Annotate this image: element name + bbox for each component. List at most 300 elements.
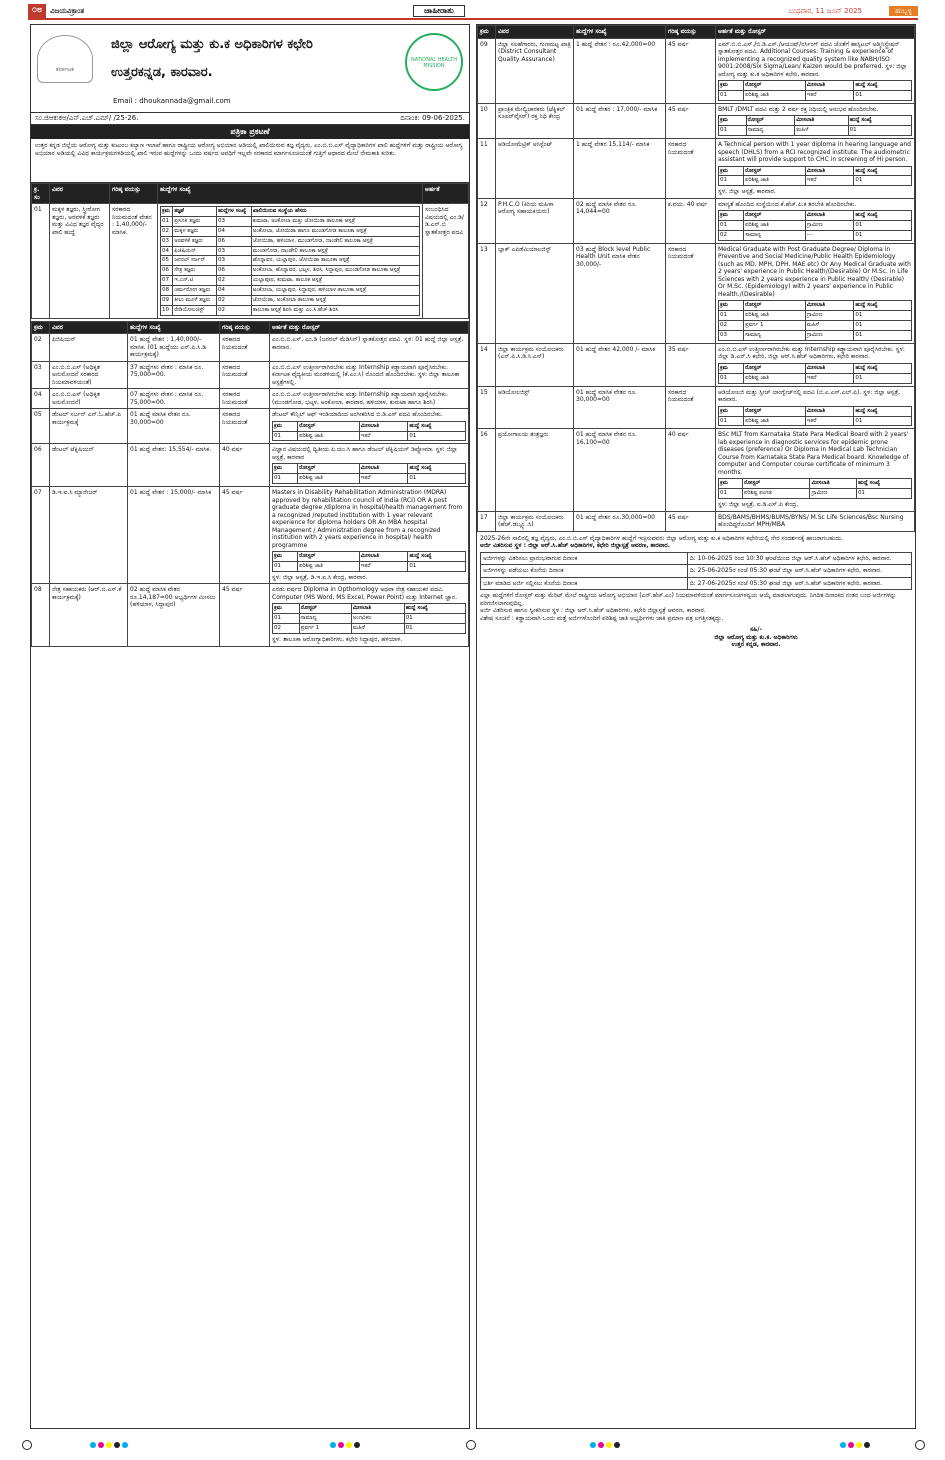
roster-header-row — [719, 116, 912, 126]
row-qualification — [270, 334, 469, 362]
notes-para-3: ಅರ್ಜಿ ವಿತರಿಸುವ ಹಾಗೂ ಸ್ವೀಕರಿಸುವ ಸ್ಥಳ : ಜಿಲ್ಲಾ ಆರ್.ಸಿ.ಹೆಚ್ ಅಧಿಕಾರಿಗಳು, ಕಛೇರಿ ಜಿಲ್ಲಾಸ್ಪತ್ರೆ ಆವರಣ, ಕಾರವಾರ. — [480, 607, 706, 615]
qualification-text: ಎಂ.ಬಿ.ಬಿ.ಎಸ್ ಉತ್ತೀರ್ಣರಾಗಿರಬೇಕು ಮತ್ತು Internship ಕಡ್ಡಾಯವಾಗಿ ಪೂರೈಸಿರಬೇಕು. ಸ್ಥಳ: ಜಿಲ್ಲಾ ಡಿ.ಎನ್.ಸಿ ಕಛೇರಿ, ಜಿಲ್ಲಾ ಆರ್.ಸಿ.ಹೆಚ್ ಅಧಿಕಾರಿಗಳು, ಕಛೇರಿ ಕಾರವಾರ. — [718, 345, 905, 361]
registration-mark-icon — [915, 1440, 925, 1450]
roster-header: ಮೀಸಲಾತಿ — [359, 421, 408, 431]
table-row — [161, 276, 420, 286]
table-row — [478, 103, 915, 138]
table-cell: 04 — [217, 286, 252, 296]
row-number: 10 — [478, 103, 496, 138]
posting-place: ಸ್ಥಳ: ತಾಲೂಕಾ ಆರೋಗ್ಯಾಧಿಕಾರಿಗಳು, ಕಛೇರಿ ಸಿದ್ದಾಪುರ, ಹಳಿಯಾಳ. — [272, 636, 403, 643]
roster-cell: 01 — [273, 474, 298, 484]
row-number: 06 — [32, 444, 50, 487]
roster-cell: 01 — [404, 624, 465, 634]
roster-header: ರೋಸ್ಟರ್ — [744, 363, 806, 373]
table-cell: 04 — [161, 246, 173, 256]
row-qualification — [716, 103, 915, 138]
roster-header: ರೋಸ್ಟರ್ — [746, 116, 795, 126]
qualification-text: ಎರಡು ವರ್ಷದ Diploma in Opthomology ಅಥವಾ ನೇತ್ರ ಸಹಾಯಕರ ಪದವಿ. Computer (MS Word, MS Excel, Power Point) ಮತ್ತು Internet ಜ್ಞಾನ. — [272, 586, 458, 601]
row-posts: 01 ಹುದ್ದೆ ಮಾಸಿಕ ವೇತನ ರೂ. 30,000=00 — [574, 386, 666, 429]
roster-cell: ಇತರೆ — [359, 562, 408, 572]
posting-place: ಸ್ಥಳ: ಜಿಲ್ಲಾ ಆಸ್ಪತ್ರೆ, ಡಿ.ಇ.ಐ.ಸಿ ಕೇಂದ್ರ, ಕಾರವಾರ. — [272, 573, 368, 581]
table-cell: ಜೋಯಿಡಾ, ಅಂಕೋಲಾ ತಾಲೂಕಾ ಆಸ್ಪತ್ರೆ — [251, 295, 419, 305]
row-qualification: ಸಂಬಂಧಿಸಿದ ವಿಷಯದಲ್ಲಿ ಎಂ.ಡಿ/ಡಿ.ಎನ್.ಬಿ ಸ್ನಾತಕೋತ್ತರ ಪದವಿ — [423, 204, 469, 319]
roster-header: ರೋಸ್ಟರ್ — [299, 604, 351, 614]
qualification-text: A Technical person with 1 year diploma in hearing language and speech (DHLS) from a RCI recognized institute. The audiometric assistant will provide support to CHC in screening of Hi person. — [718, 141, 911, 163]
reference-number: ಸಂ.ಜಿಆಕುಕಅ/ಎನ್.ಎಚ್.ಎಮ್/ /25-26. — [35, 114, 139, 122]
roster-cell: ಪರಿಶಿಷ್ಟ ಜಾತಿ — [298, 474, 360, 484]
roster-table — [718, 478, 912, 499]
roster-header: ಮೀಸಲಾತಿ — [805, 166, 854, 176]
roster-cell: ಇತರೆ — [805, 416, 854, 426]
section-label: ಜಾಹೀರಾತು — [413, 5, 465, 17]
row-qualification — [270, 487, 469, 584]
row-qualification — [716, 38, 915, 103]
table-row — [32, 204, 469, 319]
roster-cell: ಇತರೆ — [805, 90, 854, 100]
table-cell: ಮುಂಡಗೋಡ, ದಾಂಡೇಲಿ ತಾಲೂಕಾ ಆಸ್ಪತ್ರೆ — [251, 246, 419, 256]
roster-row — [719, 176, 912, 186]
row-posts: 01 ಹುದ್ದೆ ವೇತನ : 15,000/- ಮಾಸಿಕ — [128, 487, 220, 584]
roster-row — [719, 416, 912, 426]
roster-header: ಮೀಸಲಾತಿ — [810, 479, 856, 489]
table-cell: ಜೋಯಿಡಾ, ಹಳಿಯಾಳ, ಮುಂಡಗೋಡ, ದಾಂಡೇಲಿ ತಾಲೂಕಾ ಆಸ್ಪತ್ರೆ — [251, 236, 419, 246]
date-label: ಭರ್ತಿ ಮಾಡಿದ ಅರ್ಜಿ ಸಲ್ಲಿಸಲು ಕೊನೆಯ ದಿನಾಂಕ — [481, 577, 688, 590]
roster-header-row — [273, 464, 466, 474]
roster-header-row — [719, 406, 912, 416]
qualification-text: ಡೆಂಟಲ್ ಕೌನ್ಸಿಲ್ ಆಫ್ ಇಂಡಿಯಾದಿಂದ ಅಂಗೀಕರಿಸಿದ ಬಿ.ಡಿ.ಎಸ್ ಪದವಿ ಹೊಂದಿರಬೇಕು. — [272, 411, 443, 419]
roster-cell: --- — [805, 231, 854, 241]
roster-cell: ಇತರೆ — [359, 431, 408, 441]
row-age: 45 ವರ್ಷ — [666, 103, 716, 138]
roster-header: ರೋಸ್ಟರ್ — [742, 479, 810, 489]
row-description: ಮಕ್ಕಳ ತಜ್ಞರು, ಸ್ತ್ರೀರೋಗ ತಜ್ಞರು, ಅರವಳಿಕೆ ತಜ್ಞರು ಮತ್ತು ವಿವಿಧ ತಜ್ಞರ ವೈದ್ಯರ ಖಾಲಿ ಹುದ್ದೆ — [50, 204, 110, 319]
roster-header: ಕ್ರಮ — [719, 479, 743, 489]
row-number: 04 — [32, 389, 50, 409]
office-header — [31, 25, 469, 113]
roster-cell: 01 — [719, 126, 747, 136]
row-posts — [158, 204, 423, 319]
roster-header: ಹುದ್ದೆ ಸಂಖ್ಯೆ — [854, 301, 912, 311]
row-qualification — [716, 343, 915, 386]
roster-header: ಕ್ರಮ — [273, 464, 298, 474]
row-posts: 1 ಹುದ್ದೆ ವೇತನ 15,114/- ಮಾಸಿಕ — [574, 139, 666, 199]
roster-cell: ಪರಿಶಿಷ್ಟ ಜಾತಿ — [744, 90, 806, 100]
roster-table — [718, 210, 912, 241]
roster-header: ಹುದ್ದೆ ಸಂಖ್ಯೆ — [408, 552, 466, 562]
roster-table — [718, 80, 912, 101]
roster-header: ಕ್ರಮ — [719, 166, 744, 176]
roster-cell: ಸಾಮಾನ್ಯ — [744, 231, 806, 241]
roster-header: ರೋಸ್ಟರ್ — [744, 166, 806, 176]
roster-cell: ಪ್ರವರ್ಗ 1 — [299, 624, 351, 634]
row-number: 08 — [32, 584, 50, 646]
roster-header: ಮೀಸಲಾತಿ — [805, 301, 854, 311]
office-location: ಉತ್ತರಕನ್ನಡ, ಕಾರವಾರ. — [111, 65, 213, 80]
roster-header: ಮೀಸಲಾತಿ — [805, 406, 854, 416]
roster-header-row — [273, 421, 466, 431]
table-row — [478, 198, 915, 243]
roster-cell: ಸಾಮಾನ್ಯ — [744, 331, 806, 341]
row-age: 45 ವರ್ಷ — [220, 584, 270, 646]
table-row — [32, 487, 469, 584]
row-qualification — [270, 444, 469, 487]
roster-header: ಮೀಸಲಾತಿ — [359, 552, 408, 562]
table-cell: ಹೊನ್ನಾವರ, ಯಲ್ಲಾಪುರ, ಜೋಯಿಡಾ ತಾಲೂಕಾ ಆಸ್ಪತ್ರೆ — [251, 256, 419, 266]
roster-header: ಹುದ್ದೆ ಸಂಖ್ಯೆ — [408, 421, 466, 431]
table-row — [478, 243, 915, 343]
roster-header: ಹುದ್ದೆ ಸಂಖ್ಯೆ — [854, 406, 912, 416]
roster-header-row — [273, 552, 466, 562]
roster-cell: 01 — [404, 614, 465, 624]
row-age: ಸರಕಾರದ ನಿಯಮದಂತೆ — [666, 386, 716, 429]
column-header: ಹುದ್ದೆಗಳ ಸಂಖ್ಯೆ — [158, 184, 423, 204]
row-number: 07 — [32, 487, 50, 584]
row-description: ಬ್ಲಾಕ್ ಎಪಿಡೆಮಿಯಾಲಜಿಸ್ಟ್ — [496, 243, 574, 343]
roster-row — [719, 331, 912, 341]
roster-header: ರೋಸ್ಟರ್ — [744, 81, 806, 91]
masthead — [28, 4, 918, 20]
date-row — [481, 552, 912, 565]
row-qualification — [270, 389, 469, 409]
row-age: 35 ವರ್ಷ — [666, 343, 716, 386]
row-posts: 02 ಹುದ್ದೆ ಮಾಸಿಕ ವೇತನ ರೂ.14,187=00 ಅಭ್ಯರ್ಥಿಗಳ ಮೀಸಲು (ಹಳಿಯಾಳ, ಸಿದ್ದಾಪುರ) — [128, 584, 220, 646]
roster-cell: ಪರಿಶಿಷ್ಟ ಜಾತಿ — [744, 373, 806, 383]
row-qualification — [270, 584, 469, 646]
column-header: ಅರ್ಹತೆ — [423, 184, 469, 204]
qualification-text: ಮಾನ್ಯತೆ ಹೊಂದಿದ ಸಂಸ್ಥೆಯಿಂದ ಕೆ.ಹೆಚ್.ಪಿ.ಕ ತರಬೇತಿ ಹೊಂದಿರಬೇಕು. — [718, 200, 857, 208]
table-row — [161, 295, 420, 305]
roster-table — [272, 421, 466, 442]
roster-cell: 01 — [854, 231, 912, 241]
row-age: ಸರಕಾರದ ನಿಯಮದಂತೆ — [666, 243, 716, 343]
press-release-title: ಪತ್ರಿಕಾ ಪ್ರಕಟಣೆ — [31, 125, 469, 139]
table-cell: 02 — [217, 276, 252, 286]
table-cell: ನೇತ್ರ ತಜ್ಞರು — [173, 266, 217, 276]
row-description: ಆಡಿಯೋಮೆಟ್ರಿಕ್ ಅಸಿಸ್ಟೆಂಟ್ — [496, 139, 574, 199]
column-header: ಕ್ರಮ — [32, 321, 50, 334]
table-cell: 01 — [161, 216, 173, 226]
roster-cell: ಮಹಿಳೆ — [351, 624, 404, 634]
roster-row — [273, 431, 466, 441]
roster-header: ರೋಸ್ಟರ್ — [298, 552, 360, 562]
row-description: ಡಿ.ಇ.ಐ.ಸಿ ಮ್ಯಾನೇಜರ್ — [50, 487, 128, 584]
roster-header: ಮೀಸಲಾತಿ — [795, 116, 848, 126]
table-row — [32, 361, 469, 389]
row-posts: 07 ಹುದ್ದೆಗಳು ವೇತನ : ಮಾಸಿಕ ರೂ. 75,000=00. — [128, 389, 220, 409]
roster-cell: 01 — [719, 311, 744, 321]
table-row — [161, 216, 420, 226]
row-number: 05 — [32, 409, 50, 444]
table-cell: ತಾಲೂಕಾ ಆಸ್ಪತ್ರೆ ಶಿರಸಿ ಮತ್ತು ಎಂ.ಸಿ.ಹೆಚ್ ಶಿರಸಿ — [251, 305, 419, 315]
row-posts: 01 ಹುದ್ದೆ ಮಾಸಿಕ ವೇತನ ರೂ. 30,000=00 — [128, 409, 220, 444]
row-description: ಜಿಲ್ಲಾ ಸಲಹೆಗಾರರು, ಗುಣಮಟ್ಟ ಖಾತ್ರಿ (District Consultant Quality Assurance) — [496, 38, 574, 103]
row-number: 03 — [32, 361, 50, 389]
row-posts: 01 ಹುದ್ದೆ ವೇತನ : 1,40,000/- ಮಾಸಿಕ. (01 ಹುದ್ದೆಯು ಎನ್.ಪಿ.ಸಿ.ಡಿ ಕಾರ್ಯಕ್ರಮಕ್ಕೆ) — [128, 334, 220, 362]
roster-cell: ಪರಿಶಿಷ್ಟ ಜಾತಿ — [744, 221, 806, 231]
row-posts: 01 ಹುದ್ದೆ ವೇತನ ರೂ.30,000=00 — [574, 511, 666, 531]
table-cell: ಇ.ಎನ್.ಟಿ — [173, 276, 217, 286]
table-cell: ಅರವಳಿಕೆ ತಜ್ಞರು — [173, 236, 217, 246]
roster-cell: 01 — [719, 489, 743, 499]
roster-table — [718, 166, 912, 187]
roster-header: ಹುದ್ದೆ ಸಂಖ್ಯೆ — [856, 479, 911, 489]
roster-cell: 01 — [854, 90, 912, 100]
row-qualification — [716, 429, 915, 511]
row-posts: 01 ಹುದ್ದೆ ಮಾಸಿಕ ವೇತನ ರೂ. 16,100=00 — [574, 429, 666, 511]
roster-header: ರೋಸ್ಟರ್ — [298, 464, 360, 474]
roster-cell: ಸಾಮಾನ್ಯ — [299, 614, 351, 624]
right-column — [476, 24, 916, 1429]
qualification-text: Medical Graduate with Post Graduate Degree/ Diploma in Preventive and Social Medicine/Public Health Epidemiology (such as MD, MPH, DPH, MAE etc) Or Any Medical Graduate with 2 years' experience in Public Health/(Desirable) Or M.Sc. in Life Sciences with 2 years experience in Public Health/ (Desirable) Or M.Sc. (Epidemiology) with 2 years' experience in Public Health./(Desirable) — [718, 245, 911, 298]
roster-cell: 01 — [856, 489, 911, 499]
roster-cell: ಪ್ರವರ್ಗ 1 — [744, 321, 806, 331]
roster-cell: 01 — [854, 373, 912, 383]
row-age: ಸರಕಾರದ ನಿಯಮದಂತೆ ವೇತನ : 1,40,000/- ಮಾಸಿಕ. — [110, 204, 158, 319]
row-number: 11 — [478, 139, 496, 199]
row-age: ಸರಕಾರದ ನಿಯಮದಂತೆ — [220, 389, 270, 409]
column-header: ಗರಿಷ್ಠ ವಯಸ್ಸು — [220, 321, 270, 334]
table-cell: 02 — [217, 295, 252, 305]
row-number: 17 — [478, 511, 496, 531]
row-qualification — [716, 198, 915, 243]
table-cell: ಕೀಲು ಮೂಳೆ ತಜ್ಞರು — [173, 295, 217, 305]
table-cell: ಫಿಜಿಷಿಯನ್ — [173, 246, 217, 256]
intro-paragraph: ಉತ್ತರ ಕನ್ನಡ ಜಿಲ್ಲೆಯ ಆರೋಗ್ಯ ಮತ್ತು ಕುಟುಂಬ ಕಲ್ಯಾಣ ಇಲಾಖೆ ಹಾಗೂ ರಾಷ್ಟ್ರೀಯ ಆರೋಗ್ಯ ಅಭಿಯಾನ ಅಡಿಯಲ್ಲಿ ಖಾಲಿಯಿರುವ ತಜ್ಞ ವೈದ್ಯರು, ಎಂ.ಬಿ.ಬಿ.ಎಸ್ ವೈದ್ಯಾಧಿಕಾರಿಗಳ ಖಾಲಿ ಹುದ್ದೆಗಳಿಗೆ ಮತ್ತು ರಾಷ್ಟ್ರೀಯ ಆರೋಗ್ಯ ಅಭಿಯಾನ ಅಡಿಯಲ್ಲಿ ವಿವಿಧ ಕಾರ್ಯಕ್ರಮಗಳಡಿಯಲ್ಲಿ ಖಾಲಿ ಇರುವ ಹುದ್ದೆಗಳನ್ನು ಒಂದು ವರ್ಷದ ಅವಧಿಗೆ ಇಲ್ಲವೇ ಸರಕಾರದ ಮಾರ್ಗಸೂಚಿಯಂತೆ ಗುತ್ತಿಗೆ ಆಧಾರದ ಮೇಲೆ ನೇಮಕಾತಿ ಕುರಿತು. — [31, 139, 469, 183]
row-number: 01 — [32, 204, 50, 319]
roster-header: ರೋಸ್ಟರ್ — [298, 421, 360, 431]
table-cell: 03 — [217, 216, 252, 226]
office-name: ಜಿಲ್ಲಾ ಆರೋಗ್ಯ ಮತ್ತು ಕು.ಕ ಅಧಿಕಾರಿಗಳ ಕಛೇರಿ — [111, 37, 313, 52]
roster-cell: 01 — [273, 614, 300, 624]
roster-row — [719, 231, 912, 241]
roster-header-row — [719, 363, 912, 373]
row-number: 16 — [478, 429, 496, 511]
left-column — [30, 24, 470, 1429]
roster-header: ಮೀಸಲಾತಿ — [359, 464, 408, 474]
roster-cell: 01 — [273, 431, 298, 441]
table-cell: 05 — [161, 256, 173, 266]
row-age: 45 ವರ್ಷ — [220, 487, 270, 584]
row-description: ಪ್ರಯೋಗಾಲಯ ತಂತ್ರಜ್ಞರು — [496, 429, 574, 511]
qualification-text: ಎಂ.ಬಿ.ಬಿ.ಎಸ್ ಉತ್ತೀರ್ಣರಾಗಿರಬೇಕು ಮತ್ತು Internship ಕಡ್ಡಾಯವಾಗಿ ಪೂರೈಸಿರಬೇಕು. ಕರ್ನಾಟಕ ವೈದ್ಯಕೀಯ ಮಂಡಳಿಯಲ್ಲಿ (ಕೆ.ಎಂ.ಸಿ) ನೊಂದಣಿ ಹೊಂದಿರಬೇಕು. ಸ್ಥಳ: ಜಿಲ್ಲಾ ತಾಲೂಕಾ ಆಸ್ಪತ್ರೆಗಳಲ್ಲಿ. — [272, 363, 460, 386]
edition-place: ಹುಬ್ಬಳ್ಳಿ — [889, 6, 918, 17]
roster-cell: ಸಾಮಾನ್ಯ — [746, 126, 795, 136]
roster-cell: 01 — [719, 90, 744, 100]
row-posts: 1 ಹುದ್ದೆ ವೇತನ : ರೂ.42,000=00 — [574, 38, 666, 103]
row-age: ಸರಕಾರದ ನಿಯಮದಂತೆ — [220, 334, 270, 362]
roster-cell: 01 — [854, 321, 912, 331]
row-posts: 03 ಹುದ್ದೆ Block level Public Health Unit ಮಾಸಿಕ ವೇತನ 30,000/- — [574, 243, 666, 343]
column-header: ಖಾಲಿಯಿರುವ ಸಂಸ್ಥೆಯ ಹೆಸರು — [251, 207, 419, 217]
roster-cell: 01 — [848, 126, 911, 136]
column-header: ತಜ್ಞತೆ — [173, 207, 217, 217]
table-cell: ಯಲ್ಲಾಪೂರ, ಕುಮಟಾ, ತಾಲೂಕ ಆಸ್ಪತ್ರೆ — [251, 276, 419, 286]
table-row — [161, 286, 420, 296]
roster-cell: 01 — [854, 221, 912, 231]
roster-cell: ಪರಿಶಿಷ್ಟ ಜಾತಿ — [744, 311, 806, 321]
date-value: ದಿ: 27-06-2025ರ ಸಂಜೆ 05:30 ಘಂಟೆ ಜಿಲ್ಲಾ ಆರ್.ಸಿ.ಹೆಚ್ ಅಧಿಕಾರಿಗಳ ಕಛೇರಿ, ಕಾರವಾರ. — [687, 577, 911, 590]
table-cell: ಅಂಕೋಲಾ, ಹೊನ್ನಾವರ, ಭಟ್ಕಳ, ಶಿರಸಿ, ಸಿದ್ದಾಪುರ, ಮುಂಡಗೋಡ ತಾಲೂಕಾ ಆಸ್ಪತ್ರೆ — [251, 266, 419, 276]
posts-table-right — [477, 25, 915, 532]
roster-table — [272, 603, 466, 634]
table-cell: 02 — [161, 226, 173, 236]
color-dots-icon — [840, 1442, 870, 1448]
row-age: 45 ವರ್ಷ — [666, 511, 716, 531]
roster-row — [719, 90, 912, 100]
table-cell: ಮಕ್ಕಳ ತಜ್ಞರು — [173, 226, 217, 236]
color-dots-icon — [590, 1442, 620, 1448]
row-number: 15 — [478, 386, 496, 429]
table-cell: ರೇಡಿಯೋಲಜಿಸ್ಟ್ — [173, 305, 217, 315]
roster-header-row — [273, 604, 466, 614]
table-row — [478, 511, 915, 531]
row-qualification — [716, 511, 915, 531]
office-email: Email : dhoukannada@gmail.com — [113, 97, 231, 105]
table-cell: 06 — [217, 236, 252, 246]
roster-header: ಹುದ್ದೆ ಸಂಖ್ಯೆ — [854, 81, 912, 91]
column-header: ಅರ್ಹತೆ ಮತ್ತು ರೋಸ್ಟರ್ — [270, 321, 469, 334]
color-dots-icon — [330, 1442, 360, 1448]
row-posts: 01 ಹುದ್ದೆ ವೇತನ : 17,000/- ಮಾಸಿಕ — [574, 103, 666, 138]
row-age: 40 ವರ್ಷ — [666, 429, 716, 511]
notes-para-4: ವಿಶೇಷ ಸೂಚನೆ : ಕಡ್ಡಾಯವಾಗಿ ಒಂದು ಮತ್ತೆ ಅರ್ಜಿಗಳೊಂದಿಗೆ ಪರಿಶಿಷ್ಟ ಜಾತಿ ಅಭ್ಯರ್ಥಿಗಳು ಜಾತಿ ಪ್ರಮಾಣ ಪತ್ರ ಲಗತ್ತಿಸತಕ್ಕದ್ದು. — [480, 614, 724, 622]
roster-header: ಕ್ರಮ — [719, 406, 744, 416]
roster-header: ಕ್ರಮ — [273, 552, 298, 562]
row-age: 40 ವರ್ಷ — [220, 444, 270, 487]
row-description: ಜಿಲ್ಲಾ ಕಾರ್ಯಕ್ರಮ ಸಂಯೋಜಕರು (ಎನ್.ಪಿ.ಸಿ.ಡಿ.ಸಿ.ಎಸ್) — [496, 343, 574, 386]
table-row — [478, 343, 915, 386]
roster-cell: 01 — [408, 474, 466, 484]
table-row — [32, 389, 469, 409]
row-description: ಡೆಂಟಲ್ ಟೆಕ್ನಿಷಿಯನ್ — [50, 444, 128, 487]
row-qualification — [270, 361, 469, 389]
column-header: ಹುದ್ದೆಗಳ ಸಂಖ್ಯೆ — [128, 321, 220, 334]
table-row — [32, 334, 469, 362]
roster-cell: ಪರಿಶಿಷ್ಟ ಜಾತಿ — [298, 562, 360, 572]
posting-place: ಸ್ಥಳ: ಜಿಲ್ಲಾ ಆಸ್ಪತ್ರೆ, ಐ.ಡಿ.ಎಸ್.ಪಿ ಕೇಂದ್ರ. — [718, 501, 799, 509]
date-label: ಅರ್ಜಿಗಳನ್ನು ವಿತರಿಸಲು ಪ್ರಾರಂಭವಾಗುವ ದಿನಾಂಕ — [481, 552, 688, 565]
roster-header: ಮೀಸಲಾತಿ — [805, 211, 854, 221]
roster-header: ಮೀಸಲಾತಿ — [351, 604, 404, 614]
row-posts: 01 ಹುದ್ದೆ ವೇತನ: 15,554/- ಮಾಸಿಕ. — [128, 444, 220, 487]
row-description: ಎಂ.ಬಿ.ಬಿ.ಎಸ್ (ಅಧಿಕೃತ ಅನುಮೋದನೆ ಸರಕಾರದ ನಿಯಮಾವಳಿಯಂತೆ) — [50, 361, 128, 389]
qualification-text: BDS/BAMS/BHMS/BUMS/BYNS/ M.Sc Life Sciences/Bsc Nursing ಹೊಂದಿದ್ದರೊಂದಿಗೆ MPH/MBA — [718, 513, 904, 529]
roster-row — [719, 373, 912, 383]
row-description: ಎಂ.ಬಿ.ಬಿ.ಎಸ್ (ಅಧಿಕೃತ ಅನುಮೋದನೆ) — [50, 389, 128, 409]
roster-cell: 01 — [719, 221, 744, 231]
roster-cell: 01 — [719, 416, 744, 426]
notes-address: ಅರ್ಜಿ ವಿತರಿಸುವ ಸ್ಥಳ : ಜಿಲ್ಲಾ ಆರ್.ಸಿ.ಹೆಚ್ ಅಧಿಕಾರಿಗಳ, ಕಛೇರಿ ಜಿಲ್ಲಾಸ್ಪತ್ರೆ ಆವರಣ, ಕಾರವಾರ. — [480, 542, 670, 550]
qualification-text: ಆಡಿಯೋಲಜಿ ಮತ್ತು ಸ್ಪೀಚ್ ಲಾಂಗ್ವೇಜ್‌ನಲ್ಲಿ ಪದವಿ (ಬಿ.ಎ.ಎಸ್.ಎಲ್.ಪಿ). ಸ್ಥಳ: ಜಿಲ್ಲಾ ಆಸ್ಪತ್ರೆ, ಕಾರವಾರ. — [718, 388, 901, 404]
roster-header: ಹುದ್ದೆ ಸಂಖ್ಯೆ — [854, 211, 912, 221]
roster-cell: ಪರಿಶಿಷ್ಟ ಜಾತಿ — [744, 416, 806, 426]
column-header: ಹುದ್ದೆಗಳ ಸಂಖ್ಯೆ — [574, 26, 666, 39]
nhm-logo-icon: NATIONAL HEALTH MISSION — [405, 33, 463, 91]
qualification-text: Masters in Disability Rehabilitation Administration (MDRA) approved by rehabilitation council of India (RCI) OR A post graduate degree /diploma in hospital/health management from a recognized /reputed institution with 1 year relevant experience for diploma holders OR An MBA hospital Management / Administration degree from a recognized institution with 2 years experience in hospital/ health programme — [272, 489, 463, 549]
column-header: ಹುದ್ದೆಗಳ ಸಂಖ್ಯೆ — [217, 207, 252, 217]
roster-cell: ಪರಿಶಿಷ್ಟ ಪಂಗಡ — [742, 489, 810, 499]
posting-place: ಸ್ಥಳ: ಜಿಲ್ಲಾ ಆಸ್ಪತ್ರೆ, ಕಾರವಾರ. — [718, 188, 776, 196]
column-header: ಗರಿಷ್ಠ ವಯಸ್ಸು — [666, 26, 716, 39]
column-header: ವಿವರ — [496, 26, 574, 39]
row-number: 09 — [478, 38, 496, 103]
table-cell: 08 — [161, 286, 173, 296]
table-cell: 03 — [161, 236, 173, 246]
row-age: ಕ.ವಯ. 40 ವರ್ಷ — [666, 198, 716, 243]
roster-table — [718, 300, 912, 341]
row-age: 45 ವರ್ಷ — [666, 38, 716, 103]
row-description: P.H.C.O (ಕಿರಿಯ ಮಹಿಳಾ ಆರೋಗ್ಯ ಸಹಾಯಕಿಯರು) — [496, 198, 574, 243]
roster-header: ರೋಸ್ಟರ್ — [744, 301, 806, 311]
table-row — [32, 444, 469, 487]
karnataka-logo-icon: ಕರ್ನಾಟಕ — [37, 35, 93, 83]
column-header: ವಿವರ — [50, 184, 110, 204]
roster-header: ಹುದ್ದೆ ಸಂಖ್ಯೆ — [848, 116, 911, 126]
row-description: ನೇತ್ರ ಸಹಾಯಕರು (ಆರ್.ಬಿ.ಎಸ್.ಕೆ ಕಾರ್ಯಕ್ರಮಕ್ಕೆ) — [50, 584, 128, 646]
roster-header: ಕ್ರಮ — [719, 116, 747, 126]
table-row — [32, 409, 469, 444]
roster-table — [718, 363, 912, 384]
registration-mark-icon — [22, 1440, 32, 1450]
table-cell: 10 — [161, 305, 173, 315]
roster-header: ಕ್ರಮ — [719, 211, 744, 221]
notice-date: ದಿನಾಂಕ: 09-06-2025. — [400, 114, 465, 122]
row-description: ಡೆಂಟಲ್ ಸರ್ಜನ್ ಎನ್.ಓ.ಹೆಚ್.ಪಿ ಕಾರ್ಯಕ್ರಮಕ್ಕೆ — [50, 409, 128, 444]
date-value: ದಿ: 25-06-2025ರ ಸಂಜೆ 05:30 ಘಂಟೆ ಜಿಲ್ಲಾ ಆರ್.ಸಿ.ಹೆಚ್ ಅಧಿಕಾರಿಗಳ ಕಛೇರಿ, ಕಾರವಾರ. — [687, 565, 911, 578]
date-row — [481, 565, 912, 578]
reference-line — [31, 113, 469, 125]
column-header: ಕ್ರ. ಸಂ — [32, 184, 50, 204]
notes-para-2: ಎಲ್ಲಾ ಹುದ್ದೆಗಳಿಗೆ ರೋಸ್ಟರ್ ಮತ್ತು ಮೆರಿಟ್ ಮೇಲೆ ರಾಷ್ಟ್ರೀಯ ಆರೋಗ್ಯ ಅಭಿಯಾನ (ಎನ್.ಹೆಚ್.ಎಂ) ನಿಯಮಾವಳಿಯಂತೆ ಮಾರ್ಗಸೂಚಿಗಳನ್ವಯ ಆಯ್ಕೆ ಮಾಡಲಾಗುವುದು. ನಿಗದಿತ ದಿನಾಂಕದ ನಂತರ ಬಂದ ಅರ್ಜಿಗಳನ್ನು ಪರಿಗಣಿಸಲಾಗುವುದಿಲ್ಲ. — [480, 592, 897, 607]
table-row — [161, 305, 420, 315]
date-row — [481, 577, 912, 590]
color-dots-icon — [90, 1442, 128, 1448]
roster-cell: 02 — [719, 231, 744, 241]
table-row — [161, 236, 420, 246]
row-qualification — [716, 386, 915, 429]
table-cell: ಚರ್ಮರೋಗ ತಜ್ಞರು — [173, 286, 217, 296]
row-number: 13 — [478, 243, 496, 343]
roster-header-row — [719, 211, 912, 221]
table-cell: 03 — [217, 256, 252, 266]
notes-section — [477, 532, 915, 652]
roster-header: ಹುದ್ದೆ ಸಂಖ್ಯೆ — [854, 363, 912, 373]
roster-row — [273, 614, 466, 624]
roster-header-row — [719, 301, 912, 311]
page-number: ೦೮ — [28, 4, 46, 17]
table-row — [478, 38, 915, 103]
signer-place: ಉತ್ತರ ಕನ್ನಡ, ಕಾರವಾರ. — [731, 641, 781, 649]
table-cell: 02 — [217, 305, 252, 315]
paper-name: ವಿಜಯವಿಕ್ರಾಂತ — [50, 6, 85, 15]
roster-cell: 01 — [854, 311, 912, 321]
row-posts: 37 ಹುದ್ದೆಗಳು ವೇತನ : ಮಾಸಿಕ ರೂ. 75,000=00. — [128, 361, 220, 389]
row-description: ಫಿಜಿಷಿಯನ್ — [50, 334, 128, 362]
roster-cell: 01 — [719, 373, 744, 383]
table-row — [161, 256, 420, 266]
row-age: ಸರಕಾರದ ನಿಯಮದಂತೆ — [666, 139, 716, 199]
roster-table — [718, 115, 912, 136]
roster-header: ಕ್ರಮ — [273, 604, 300, 614]
roster-header-row — [719, 479, 912, 489]
roster-row — [273, 562, 466, 572]
roster-header: ಮೀಸಲಾತಿ — [805, 363, 854, 373]
roster-header: ರೋಸ್ಟರ್ — [744, 211, 806, 221]
roster-cell: ಮಹಿಳೆ — [805, 321, 854, 331]
qualification-text: ವಿಜ್ಞಾನ ವಿಷಯದಲ್ಲಿ ದ್ವಿತೀಯ ಪಿ.ಯು.ಸಿ ಹಾಗೂ ಡೆಂಟಲ್ ಟೆಕ್ನಿಷಿಯನ್ ಡಿಪ್ಲೋಮಾ. ಸ್ಥಳ: ಜಿಲ್ಲಾ ಆಸ್ಪತ್ರೆ, ಕಾರವಾರ — [272, 446, 458, 461]
roster-cell: ಇತರೆ — [805, 176, 854, 186]
row-number: 14 — [478, 343, 496, 386]
